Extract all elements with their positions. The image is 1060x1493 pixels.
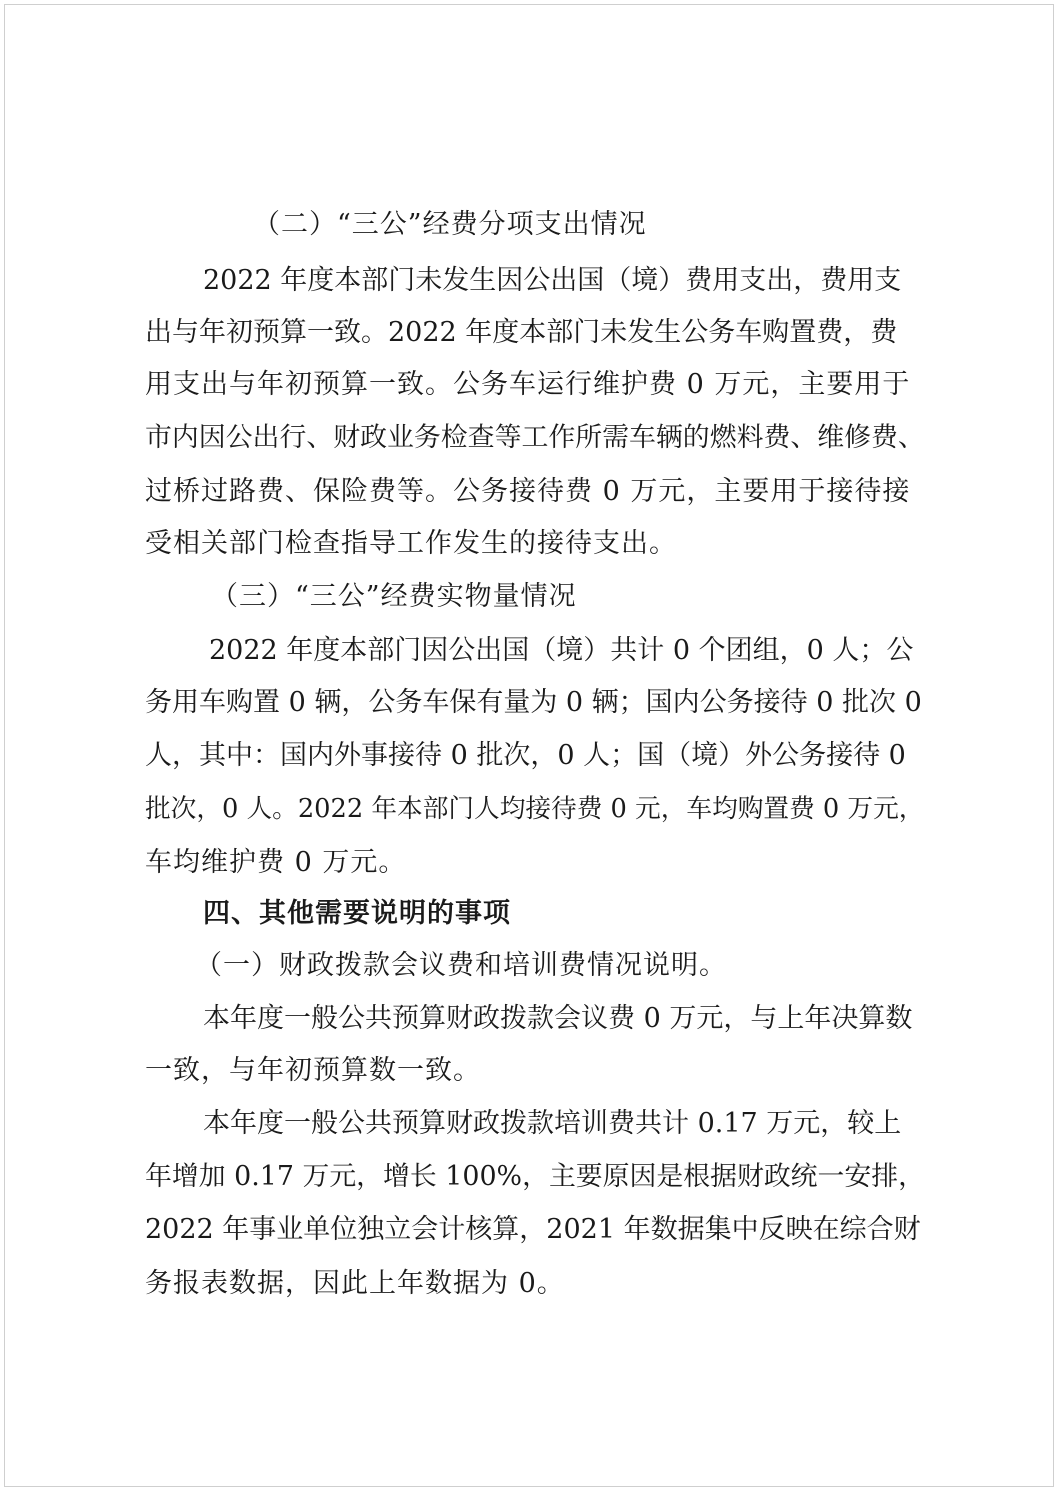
paragraph-line: 务报表数据，因此上年数据为 0。 <box>145 1268 565 1299</box>
paragraph-line: 过桥过路费、保险费等。公务接待费 0 万元，主要用于接待接 <box>145 476 911 507</box>
paragraph-line: 年增加 0.17 万元，增长 100%，主要原因是根据财政统一安排， <box>145 1161 925 1192</box>
section-heading-4: 四、其他需要说明的事项 <box>203 898 511 929</box>
paragraph-line: 市内因公出行、财政业务检查等工作所需车辆的燃料费、维修费、 <box>145 422 925 453</box>
paragraph-line: 2022 年事业单位独立会计核算，2021 年数据集中反映在综合财 <box>145 1214 921 1245</box>
document-page <box>4 4 1054 1487</box>
paragraph-line: 一致，与年初预算数一致。 <box>145 1055 481 1086</box>
paragraph-line: 本年度一般公共预算财政拨款会议费 0 万元，与上年决算数 <box>203 1003 913 1034</box>
paragraph-line: 本年度一般公共预算财政拨款培训费共计 0.17 万元，较上 <box>203 1108 902 1139</box>
paragraph-line: 批次，0 人。2022 年本部门人均接待费 0 元，车均购置费 0 万元， <box>145 794 925 824</box>
paragraph-line: 出与年初预算一致。2022 年度本部门未发生公务车购置费，费 <box>145 317 898 348</box>
section-heading-3-3: （三）“三公”经费实物量情况 <box>211 581 577 612</box>
paragraph-line: 人，其中：国内外事接待 0 批次，0 人；国（境）外公务接待 0 <box>145 740 906 771</box>
paragraph-line: 受相关部门检查指导工作发生的接待支出。 <box>145 528 677 559</box>
subsection-heading-4-1: （一）财政拨款会议费和培训费情况说明。 <box>195 950 727 981</box>
paragraph-line: 2022 年度本部门因公出国（境）共计 0 个团组，0 人；公 <box>209 635 914 666</box>
paragraph-line: 2022 年度本部门未发生因公出国（境）费用支出，费用支 <box>203 265 902 296</box>
paragraph-line: 用支出与年初预算一致。公务车运行维护费 0 万元，主要用于 <box>145 369 911 400</box>
paragraph-line: 务用车购置 0 辆，公务车保有量为 0 辆；国内公务接待 0 批次 0 <box>145 687 922 718</box>
paragraph-line: 车均维护费 0 万元。 <box>145 847 407 878</box>
section-heading-3-2: （二）“三公”经费分项支出情况 <box>253 209 647 240</box>
